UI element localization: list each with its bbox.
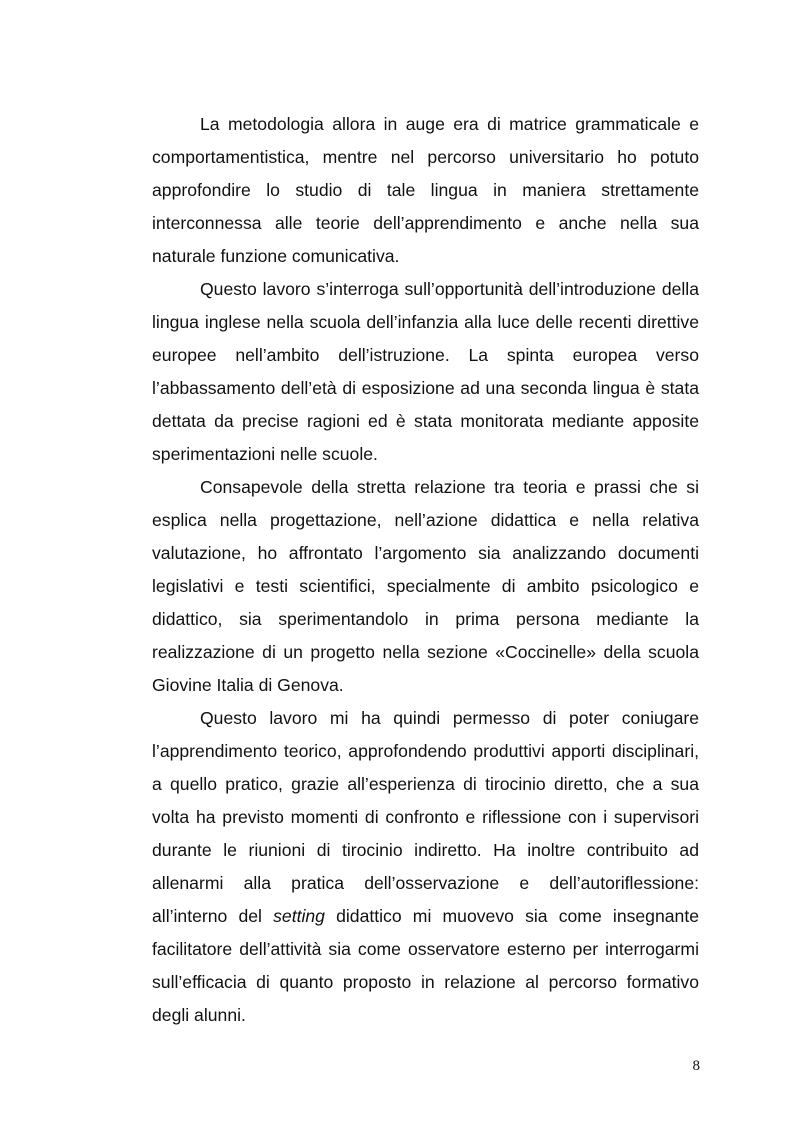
paragraph-internship-text-end: didattico mi muovevo sia come insegnante facilitatore dell’attività sia come osservatore esterno per interrogarmi sull’efficacia di quanto proposto in relazione al percorso formativo degli alunni.: [152, 906, 699, 1025]
page-number: 8: [692, 1058, 700, 1074]
paragraph-methodology: La metodologia allora in auge era di matrice grammaticale e comportamentistica, mentre nel percorso universitario ho potuto approfondire lo studio di tale lingua in maniera strettamente interconnessa alle teorie dell’apprendimento e anche nella sua naturale funzione comunicativa.: [152, 114, 699, 266]
paragraph-internship: [152, 702, 699, 1032]
paragraph-research-question: Questo lavoro s’interroga sull’opportunità dell’introduzione della lingua inglese nella scuola dell’infanzia alla luce delle recenti direttive europee nell’ambito dell’istruzione. La spinta europea verso l’abbassamento dell’età di esposizione ad una seconda lingua è stata dettata da precise ragioni ed è stata monitorata mediante apposite sperimentazioni nelle scuole.: [152, 279, 699, 464]
paragraph-theory-practice: Consapevole della stretta relazione tra teoria e prassi che si esplica nella progettazione, nell’azione didattica e nella relativa valutazione, ho affrontato l’argomento sia analizzando documenti legislativi e testi scientifici, specialmente di ambito psicologico e didattico, sia sperimentandolo in prima persona mediante la realizzazione di un progetto nella sezione «Coccinelle» della scuola Giovine Italia di Genova.: [152, 477, 699, 695]
body-text: [152, 108, 699, 1032]
paragraph-internship-text-start: Questo lavoro mi ha quindi permesso di poter coniugare l’apprendimento teorico, approfondendo produttivi apporti disciplinari, a quello pratico, grazie all’esperienza di tirocinio diretto, che a sua volta ha previsto momenti di confronto e riflessione con i supervisori durante le riunioni di tirocinio indiretto. Ha inoltre contribuito ad allenarmi alla pratica dell’osservazione e dell’autoriflessione: all’interno del: [152, 708, 699, 926]
italic-term-setting: setting: [273, 906, 325, 926]
